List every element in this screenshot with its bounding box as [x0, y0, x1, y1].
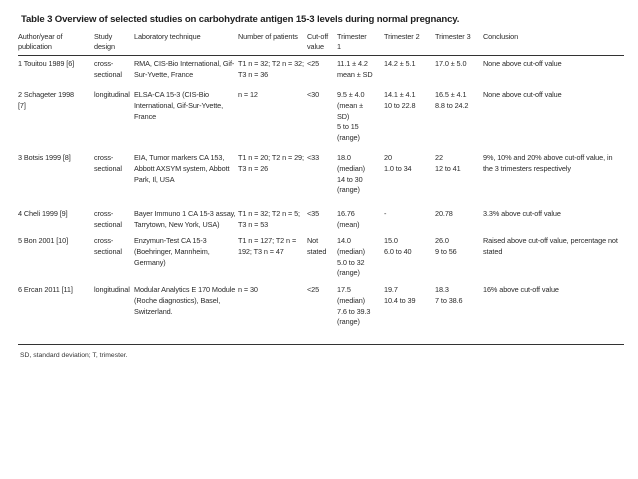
- cell-study-design: [94, 56, 134, 88]
- table-title: Table 3 Overview of selected studies on carbohydrate antigen 15-3 levels during normal pregnancy.: [21, 14, 460, 25]
- cell-line: 192; T3 n = 47: [238, 246, 284, 256]
- cell-line: stated: [483, 246, 503, 256]
- cell-number-of-patients: [238, 56, 307, 88]
- cell-author-year: [18, 56, 94, 88]
- cell-trimester-3: [435, 282, 483, 345]
- cell-line: <30: [307, 90, 320, 100]
- cell-conclusion: [483, 206, 624, 233]
- cell-line: Abbott AXSYM system, Abbott: [134, 163, 230, 173]
- cell-line: sectional: [94, 69, 122, 79]
- cell-study-design: [94, 150, 134, 206]
- cell-line: 14.2 ± 5.1: [384, 59, 416, 69]
- cell-line: 8.8 to 24.2: [435, 100, 469, 110]
- cell-line: cross-: [94, 153, 114, 163]
- cell-line: Modular Analytics E 170 Module: [134, 285, 236, 295]
- cell-laboratory-technique: [134, 206, 238, 233]
- table-row: [18, 282, 624, 345]
- cell-line: n = 12: [238, 90, 258, 100]
- cell-study-design: [94, 233, 134, 282]
- cell-line: 6 Ercan 2011 [11]: [18, 285, 73, 295]
- header-trimester-1: [337, 29, 384, 56]
- cell-line: 10 to 22.8: [384, 100, 416, 110]
- cell-trimester-2: [384, 56, 435, 88]
- cell-trimester-1: [337, 206, 384, 233]
- cell-line: Switzerland.: [134, 306, 173, 316]
- table-row: [18, 206, 624, 233]
- cell-line: T1 n = 127; T2 n =: [238, 236, 297, 246]
- cell-line: <33: [307, 153, 320, 163]
- cell-line: T1 n = 32; T2 n = 32;: [238, 59, 304, 69]
- cell-trimester-1: [337, 233, 384, 282]
- cell-line: 19.7: [384, 285, 398, 295]
- cell-conclusion: [483, 150, 624, 206]
- cell-line: 1 Touitou 1989 [6]: [18, 59, 75, 69]
- cell-line: T1 n = 20; T2 n = 29;: [238, 153, 304, 163]
- cell-line: <35: [307, 209, 320, 219]
- cell-laboratory-technique: [134, 150, 238, 206]
- cell-conclusion: [483, 282, 624, 345]
- studies-table: [18, 29, 624, 345]
- cell-line: Study: [94, 32, 113, 41]
- cell-author-year: [18, 150, 94, 206]
- cell-line: sectional: [94, 219, 122, 229]
- cell-line: 5.0 to 32: [337, 257, 365, 267]
- table-row: [18, 233, 624, 282]
- cell-line: (range): [337, 317, 360, 327]
- cell-line: longitudinal: [94, 285, 130, 295]
- header-row: [18, 29, 624, 56]
- cell-line: 20: [384, 153, 392, 163]
- cell-line: Enzymun-Test CA 15-3: [134, 236, 207, 246]
- cell-trimester-3: [435, 150, 483, 206]
- cell-line: 6.0 to 40: [384, 246, 412, 256]
- cell-author-year: [18, 282, 94, 345]
- cell-line: <25: [307, 59, 320, 69]
- cell-line: Conclusion: [483, 32, 519, 41]
- cell-line: 1.0 to 34: [384, 163, 412, 173]
- table-container: [18, 14, 624, 359]
- cell-line: (range): [337, 185, 360, 195]
- cell-author-year: [18, 87, 94, 150]
- header-number-of-patients: [238, 29, 307, 56]
- cell-number-of-patients: [238, 150, 307, 206]
- cell-line: 14.1 ± 4.1: [384, 90, 416, 100]
- table-row: [18, 56, 624, 88]
- cell-line: Author/year of: [18, 32, 63, 41]
- header-laboratory-technique: [134, 29, 238, 56]
- cell-conclusion: [483, 87, 624, 150]
- cell-laboratory-technique: [134, 87, 238, 150]
- cell-line: (Boehringer, Mannheim,: [134, 246, 210, 256]
- cell-line: 15.0: [384, 236, 398, 246]
- cell-study-design: [94, 87, 134, 150]
- cell-cut-off-value: [307, 282, 337, 345]
- cell-line: 2 Schageter 1998: [18, 90, 75, 100]
- cell-line: Germany): [134, 257, 166, 267]
- cell-trimester-1: [337, 56, 384, 88]
- cell-line: sectional: [94, 246, 122, 256]
- cell-study-design: [94, 282, 134, 345]
- cell-line: 9%, 10% and 20% above cut-off value, in: [483, 153, 613, 163]
- cell-line: 16.5 ± 4.1: [435, 90, 467, 100]
- cell-line: T3 n = 26: [238, 163, 269, 173]
- cell-line: design: [94, 42, 115, 52]
- cell-line: (Roche diagnostics), Basel,: [134, 295, 221, 305]
- cell-trimester-3: [435, 87, 483, 150]
- cell-line: 16% above cut-off value: [483, 285, 559, 295]
- cell-line: cross-: [94, 59, 114, 69]
- cell-line: Cut-off: [307, 32, 329, 41]
- cell-line: 3.3% above cut-off value: [483, 209, 561, 219]
- cell-trimester-3: [435, 56, 483, 88]
- header-trimester-2: [384, 29, 435, 56]
- cell-trimester-2: [384, 282, 435, 345]
- cell-line: Not: [307, 236, 319, 246]
- header-author-year: [18, 29, 94, 56]
- cell-line: None above cut-off value: [483, 59, 562, 69]
- cell-line: <25: [307, 285, 320, 295]
- cell-line: 11.1 ± 4.2: [337, 59, 368, 69]
- table-row: [18, 87, 624, 150]
- cell-line: Laboratory technique: [134, 32, 201, 41]
- cell-line: -: [384, 209, 387, 219]
- cell-trimester-3: [435, 206, 483, 233]
- cell-line: SD): [337, 111, 350, 121]
- cell-line: 17.5: [337, 285, 351, 295]
- cell-author-year: [18, 233, 94, 282]
- cell-line: Trimester: [337, 32, 367, 41]
- cell-line: 14 to 30: [337, 174, 363, 184]
- cell-line: Trimester 2: [384, 32, 420, 41]
- cell-line: 14.0: [337, 236, 351, 246]
- header-study-design: [94, 29, 134, 56]
- cell-conclusion: [483, 233, 624, 282]
- cell-laboratory-technique: [134, 56, 238, 88]
- cell-line: publication: [18, 42, 52, 52]
- cell-line: Number of patients: [238, 32, 298, 41]
- cell-line: 9 to 56: [435, 246, 457, 256]
- cell-line: 1: [337, 42, 341, 52]
- cell-line: 10.4 to 39: [384, 295, 416, 305]
- cell-line: sectional: [94, 163, 122, 173]
- cell-line: None above cut-off value: [483, 90, 562, 100]
- cell-line: 16.76: [337, 209, 355, 219]
- cell-line: 12 to 41: [435, 163, 461, 173]
- header-conclusion: [483, 29, 624, 56]
- cell-line: T1 n = 32; T2 n = 5;: [238, 209, 300, 219]
- cell-study-design: [94, 206, 134, 233]
- table-footnote: SD, standard deviation; T, trimester.: [20, 352, 128, 360]
- cell-laboratory-technique: [134, 233, 238, 282]
- cell-line: (median): [337, 295, 365, 305]
- cell-line: 26.0: [435, 236, 449, 246]
- cell-cut-off-value: [307, 206, 337, 233]
- cell-cut-off-value: [307, 150, 337, 206]
- cell-line: value: [307, 42, 324, 52]
- cell-line: 22: [435, 153, 443, 163]
- cell-line: Raised above cut-off value, percentage not: [483, 236, 618, 246]
- cell-cut-off-value: [307, 56, 337, 88]
- cell-trimester-3: [435, 233, 483, 282]
- cell-line: 4 Cheli 1999 [9]: [18, 209, 68, 219]
- cell-line: Bayer Immuno 1 CA 15-3 assay,: [134, 209, 236, 219]
- cell-line: Trimester 3: [435, 32, 471, 41]
- cell-cut-off-value: [307, 87, 337, 150]
- cell-line: 3 Botsis 1999 [8]: [18, 153, 71, 163]
- cell-number-of-patients: [238, 233, 307, 282]
- cell-line: RMA, CIS-Bio International, Gif-: [134, 59, 235, 69]
- cell-number-of-patients: [238, 87, 307, 150]
- cell-line: T3 n = 53: [238, 219, 269, 229]
- cell-line: (median): [337, 163, 365, 173]
- cell-line: mean ± SD: [337, 69, 373, 79]
- cell-trimester-2: [384, 206, 435, 233]
- cell-number-of-patients: [238, 206, 307, 233]
- cell-line: 5 to 15: [337, 122, 359, 132]
- cell-conclusion: [483, 56, 624, 88]
- cell-laboratory-technique: [134, 282, 238, 345]
- header-cut-off-value: [307, 29, 337, 56]
- cell-trimester-2: [384, 233, 435, 282]
- cell-line: n = 30: [238, 285, 258, 295]
- cell-trimester-2: [384, 150, 435, 206]
- cell-number-of-patients: [238, 282, 307, 345]
- cell-line: (range): [337, 132, 360, 142]
- cell-line: 7.6 to 39.3: [337, 306, 371, 316]
- cell-line: the 3 trimesters respectively: [483, 163, 571, 173]
- cell-line: International, Gif-Sur-Yvette,: [134, 100, 224, 110]
- cell-line: T3 n = 36: [238, 69, 269, 79]
- cell-line: (mean): [337, 219, 360, 229]
- header-trimester-3: [435, 29, 483, 56]
- cell-line: France: [134, 111, 157, 121]
- cell-trimester-1: [337, 87, 384, 150]
- cell-line: 18.3: [435, 285, 449, 295]
- cell-line: ELSA-CA 15-3 (CIS-Bio: [134, 90, 209, 100]
- cell-line: 17.0 ± 5.0: [435, 59, 467, 69]
- table-body: [18, 56, 624, 345]
- cell-line: stated: [307, 246, 327, 256]
- table-row: [18, 150, 624, 206]
- cell-line: 20.78: [435, 209, 453, 219]
- cell-line: EIA, Tumor markers CA 153,: [134, 153, 225, 163]
- cell-trimester-1: [337, 150, 384, 206]
- table-header: [18, 29, 624, 56]
- cell-line: (range): [337, 268, 360, 278]
- cell-line: (mean ±: [337, 100, 364, 110]
- cell-trimester-1: [337, 282, 384, 345]
- cell-line: Tarrytown, New York, USA): [134, 219, 220, 229]
- cell-author-year: [18, 206, 94, 233]
- cell-cut-off-value: [307, 233, 337, 282]
- cell-line: 7 to 38.6: [435, 295, 463, 305]
- cell-line: cross-: [94, 236, 114, 246]
- cell-line: 18.0: [337, 153, 351, 163]
- cell-line: Park, Il, USA: [134, 174, 175, 184]
- cell-trimester-2: [384, 87, 435, 150]
- cell-line: [7]: [18, 100, 26, 110]
- cell-line: longitudinal: [94, 90, 130, 100]
- cell-line: Sur-Yvette, France: [134, 69, 194, 79]
- cell-line: 9.5 ± 4.0: [337, 90, 365, 100]
- cell-line: cross-: [94, 209, 114, 219]
- cell-line: (median): [337, 246, 365, 256]
- cell-line: 5 Bon 2001 [10]: [18, 236, 69, 246]
